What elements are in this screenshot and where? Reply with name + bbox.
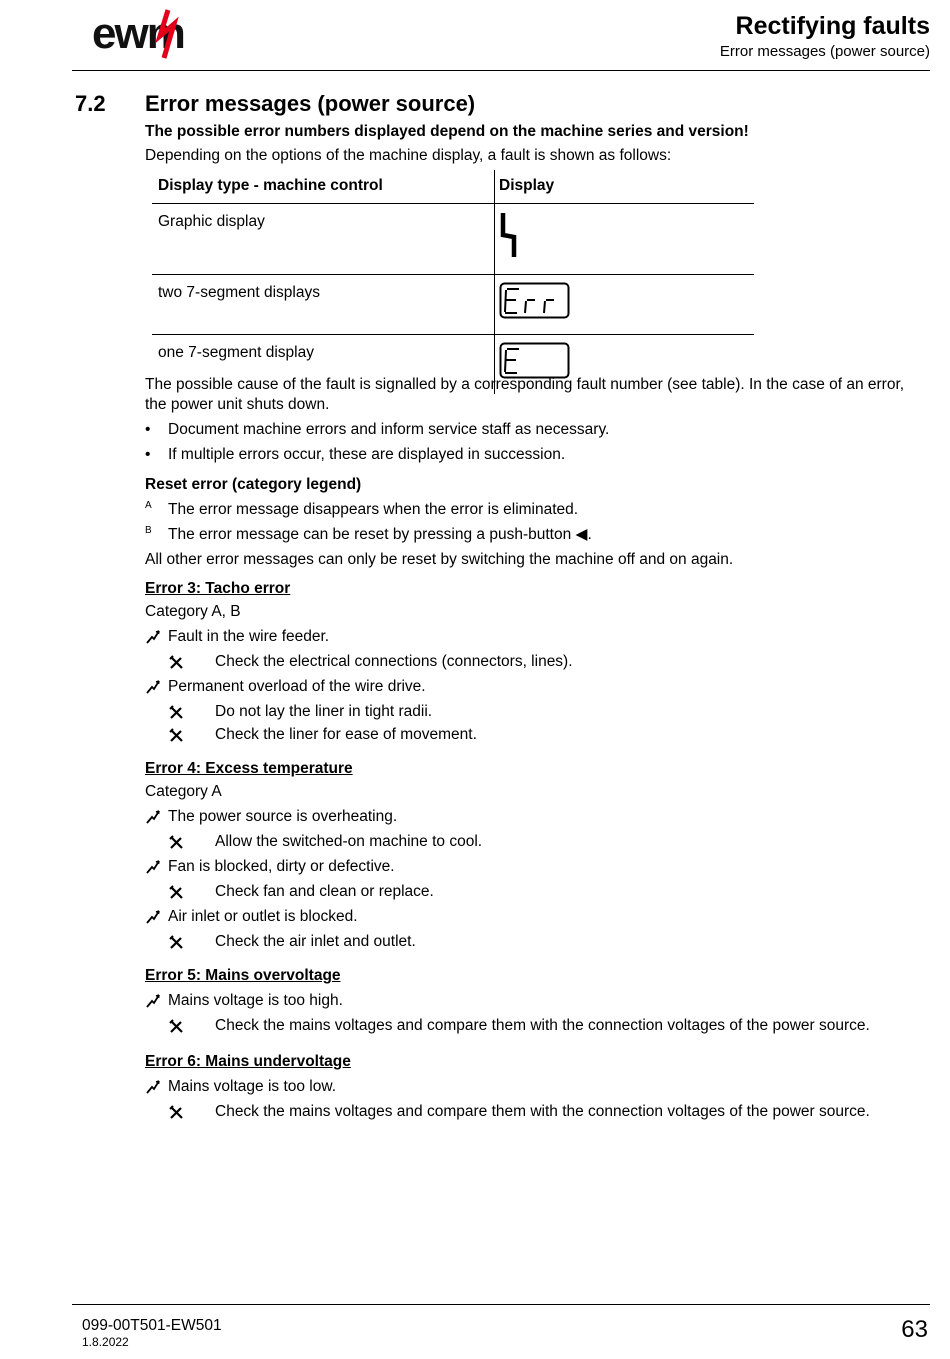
remedy-item: Check the electrical connections (connectors, lines). (215, 653, 573, 670)
error-4-category: Category A (145, 783, 222, 800)
fault-cause-icon (146, 1080, 160, 1094)
fault-cause-icon (146, 994, 160, 1008)
remedy-tools-icon (169, 655, 184, 670)
reset-heading: Reset error (category legend) (145, 476, 362, 493)
remedy-item: Check the liner for ease of movement. (215, 726, 477, 743)
section-number: 7.2 (75, 91, 106, 116)
bullet-item: If multiple errors occur, these are displayed in succession. (168, 446, 566, 463)
cause-item: Fault in the wire feeder. (168, 628, 330, 645)
error-6-title: Error 6: Mains undervoltage (145, 1053, 351, 1070)
error-4-title: Error 4: Excess temperature (145, 760, 353, 777)
table-header-row (152, 170, 754, 203)
reset-item: The error message can be reset by pressing a push-button ◀. (168, 526, 592, 543)
error-3-category: Category A, B (145, 603, 241, 620)
remedy-tools-icon (169, 935, 184, 950)
err-display-text: Err (499, 281, 501, 283)
fault-cause-icon (146, 630, 160, 644)
error-5-title: Error 5: Mains overvoltage (145, 967, 341, 984)
cause-item: Mains voltage is too low. (168, 1078, 337, 1095)
remedy-item: Allow the switched-on machine to cool. (215, 833, 483, 850)
remedy-tools-icon (169, 728, 184, 743)
reset-note: All other error messages can only be reset by switching the machine off and on again. (145, 551, 734, 568)
cause-text: The possible cause of the fault is signalled by a corresponding fault number (see table). In the case of an error, the power unit shuts down. (145, 376, 905, 413)
reset-item: The error message disappears when the error is eliminated. (168, 501, 579, 518)
bullet-icon: • (145, 421, 151, 438)
intro-bold: The possible error numbers displayed depend on the machine series and version! (145, 123, 749, 140)
cause-item: Air inlet or outlet is blocked. (168, 908, 358, 925)
section-title: Error messages (power source) (145, 91, 476, 116)
remedy-tools-icon (169, 1105, 184, 1120)
header-divider (72, 70, 930, 71)
table-row (152, 274, 754, 334)
bullet-item: Document machine errors and inform service staff as necessary. (168, 421, 610, 438)
remedy-item: Do not lay the liner in tight radii. (215, 703, 433, 720)
display-table (152, 170, 754, 394)
remedy-tools-icon (169, 885, 184, 900)
remedy-item: Check the mains voltages and compare them with the connection voltages of the power source. (215, 1103, 870, 1120)
logo-text: ewm (92, 9, 184, 58)
remedy-tools-icon (169, 1019, 184, 1034)
fault-cause-icon (146, 810, 160, 824)
header-subtitle: Error messages (power source) (719, 43, 930, 60)
footer-divider (72, 1304, 930, 1305)
reset-key: A (145, 500, 152, 511)
fault-cause-icon (146, 860, 160, 874)
remedy-tools-icon (169, 705, 184, 720)
footer-doc-number: 099-00T501-EW501 (82, 1317, 222, 1334)
graphic-fault-icon (499, 211, 519, 259)
footer-date: 1.8.2022 (82, 1335, 129, 1349)
remedy-item: Check the air inlet and outlet. (215, 933, 416, 950)
cause-item: Permanent overload of the wire drive. (168, 678, 426, 695)
cause-item: Mains voltage is too high. (168, 992, 343, 1009)
display-type-cell: one 7-segment display (152, 334, 495, 394)
page-number: 63 (901, 1316, 928, 1343)
ewm-logo (90, 6, 222, 62)
display-type-cell: two 7-segment displays (152, 274, 495, 334)
table-row (152, 203, 754, 274)
fault-cause-icon (146, 910, 160, 924)
table-header-display: Display (495, 170, 755, 203)
remedy-item: Check fan and clean or replace. (215, 883, 434, 900)
e-segment-display-icon (499, 342, 571, 380)
header-title: Rectifying faults (735, 12, 930, 40)
table-header-type: Display type - machine control (152, 170, 495, 203)
reset-key: B (145, 525, 152, 536)
intro-text: Depending on the options of the machine display, a fault is shown as follows: (145, 147, 672, 164)
cause-item: The power source is overheating. (168, 808, 398, 825)
remedy-item: Check the mains voltages and compare them with the connection voltages of the power source. (215, 1017, 870, 1034)
bullet-icon: • (145, 446, 151, 463)
fault-cause-icon (146, 680, 160, 694)
e-display-text: E (499, 341, 500, 343)
remedy-tools-icon (169, 835, 184, 850)
err-segment-display-icon (499, 282, 571, 320)
cause-item: Fan is blocked, dirty or defective. (168, 858, 395, 875)
display-type-cell: Graphic display (152, 203, 495, 274)
error-3-title: Error 3: Tacho error (145, 580, 291, 597)
